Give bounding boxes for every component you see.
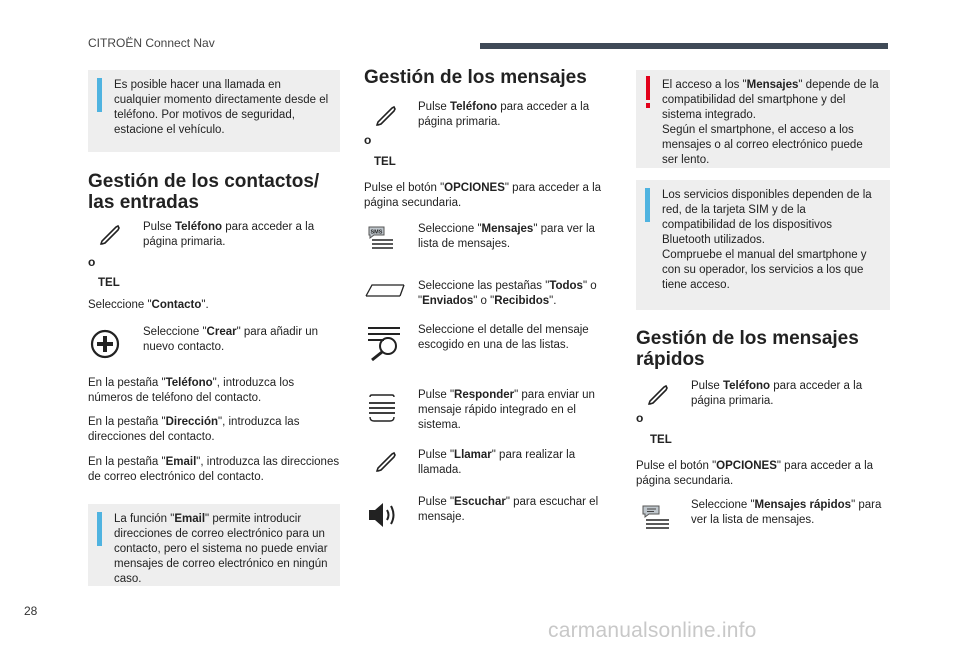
- tel-label: TEL: [650, 434, 672, 446]
- phone-instruction: Pulse Teléfono para acceder a la página primaria.: [143, 221, 315, 248]
- phone-instruction: Pulse Teléfono para acceder a la página primaria.: [691, 380, 863, 407]
- speaker-icon: [366, 500, 400, 530]
- section-heading-contacts: Gestión de los contactos/ las entradas: [88, 171, 320, 213]
- phone-icon: [98, 223, 122, 247]
- section-heading-quick-messages: Gestión de los mensajes rápidos: [636, 328, 859, 370]
- or-label: o: [88, 255, 96, 269]
- info-note-services: Los servicios disponibles dependen de la red, de la tarjeta SIM y de la compatibilidad de los dispositivos Bluetooth utilizados. Compruebe el manual del smartphone y con su operador, los servicios a los que tiene acceso.: [636, 180, 890, 310]
- running-header: CITROËN Connect Nav: [88, 36, 215, 50]
- phone-icon: [374, 104, 398, 128]
- info-note-call: Es posible hacer una llamada en cualquier momento directamente desde el teléfono. Por motivos de seguridad, estacione el vehículo.: [88, 70, 340, 152]
- select-contact-text: Seleccione "Contacto".: [88, 299, 209, 311]
- section-heading-messages: Gestión de los mensajes: [364, 67, 587, 88]
- info-icon: [97, 78, 102, 112]
- info-note-email: La función "Email" permite introducir direcciones de correo electrónico para un contacto, pero el sistema no puede enviar mensajes de correo electrónico en ningún caso.: [88, 504, 340, 586]
- options-text: Pulse el botón "OPCIONES" para acceder a la página secundaria.: [636, 460, 874, 487]
- phone-icon: [374, 450, 398, 474]
- svg-text:SMS: SMS: [370, 229, 383, 236]
- create-instruction: Seleccione "Crear" para añadir un nuevo contacto.: [143, 326, 319, 353]
- reply-instruction: Pulse "Responder" para enviar un mensaje rápido integrado en el sistema.: [418, 389, 595, 431]
- warning-note-messages: El acceso a los "Mensajes" depende de la compatibilidad del smartphone y del sistema integrado. Según el smartphone, el acceso a los mensajes o al correo electrónico puede ser lento.: [636, 70, 890, 168]
- tabs-icon: [364, 282, 406, 300]
- or-label: o: [636, 411, 644, 425]
- tab-phone-text: En la pestaña "Teléfono", introduzca los números de teléfono del contacto.: [88, 377, 295, 404]
- phone-icon: [646, 383, 670, 407]
- header-bar: [480, 43, 888, 49]
- or-label: o: [364, 133, 372, 147]
- add-circle-icon: [90, 329, 120, 359]
- info-icon: [97, 512, 102, 546]
- quick-message-icon: [640, 503, 672, 531]
- reply-icon: [366, 393, 398, 423]
- sms-message-icon: [366, 224, 396, 252]
- info-icon: [645, 188, 650, 222]
- options-text: Pulse el botón "OPCIONES" para acceder a la página secundaria.: [364, 182, 602, 209]
- tel-label: TEL: [374, 156, 396, 168]
- tab-email-text: En la pestaña "Email", introduzca las direcciones de correo electrónico del contacto.: [88, 456, 340, 483]
- quick-messages-instruction: Seleccione "Mensajes rápidos" para ver la lista de mensajes.: [691, 499, 882, 526]
- phone-instruction: Pulse Teléfono para acceder a la página primaria.: [418, 101, 590, 128]
- detail-instruction: Seleccione el detalle del mensaje escogido en una de las listas.: [418, 324, 589, 351]
- warning-icon: [644, 76, 652, 110]
- tab-address-text: En la pestaña "Dirección", introduzca las direcciones del contacto.: [88, 416, 300, 443]
- messages-instruction: Seleccione "Mensajes" para ver la lista de mensajes.: [418, 223, 595, 250]
- tabs-instruction: Seleccione las pestañas "Todos" o "Enviados" o "Recibidos".: [418, 280, 597, 307]
- listen-instruction: Pulse "Escuchar" para escuchar el mensaje.: [418, 496, 599, 523]
- tel-label: TEL: [98, 277, 120, 289]
- message-detail-icon: [364, 322, 404, 362]
- watermark: carmanualsonline.info: [548, 619, 757, 642]
- call-instruction: Pulse "Llamar" para realizar la llamada.: [418, 449, 576, 476]
- page-number: 28: [24, 604, 38, 618]
